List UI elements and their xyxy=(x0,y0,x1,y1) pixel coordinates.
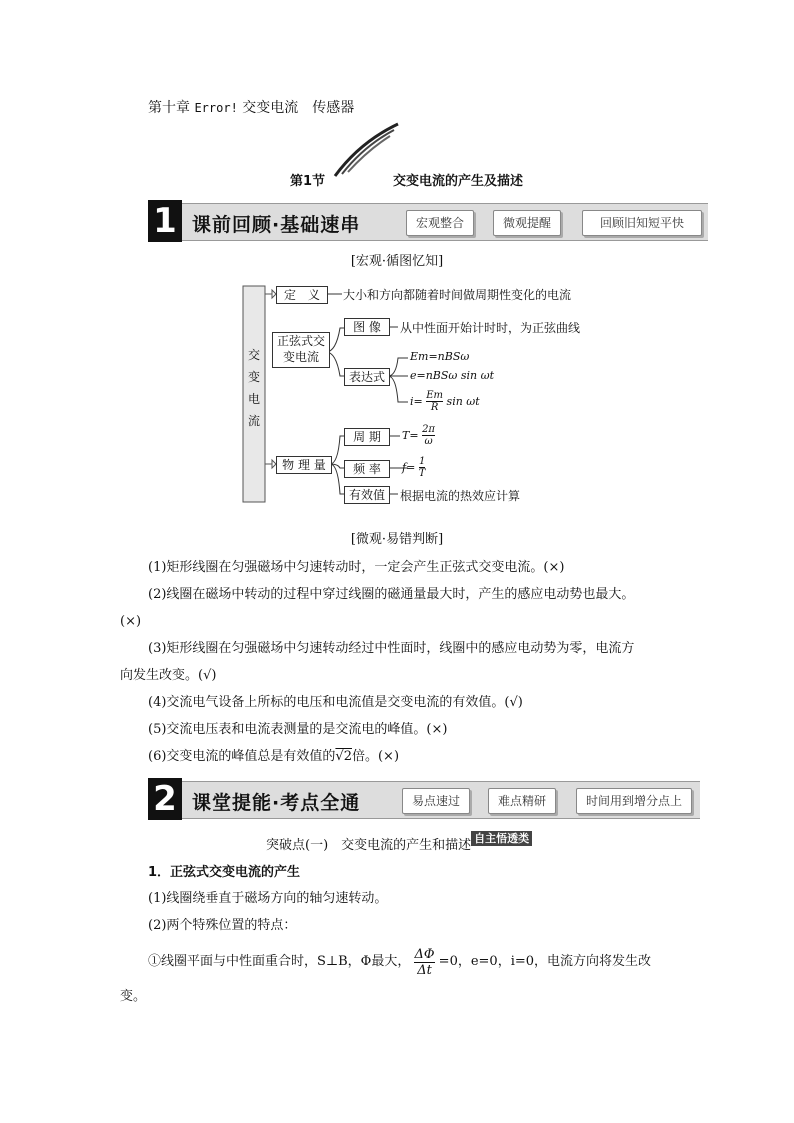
judgment-1: (1)矩形线圈在匀强磁场中匀速转动时，一定会产生正弦式交变电流。(×) xyxy=(148,560,565,575)
breakthrough-heading xyxy=(266,834,532,853)
effective-value-box: 有效值 xyxy=(344,486,390,504)
formula-i-right: sin ωt xyxy=(446,395,480,408)
frequency-left: f= xyxy=(402,461,416,474)
image-text: 从中性面开始计时时，为正弦曲线 xyxy=(400,321,581,335)
period-numerator: 2π xyxy=(422,424,435,435)
banner-review xyxy=(148,203,708,241)
point-4-right: =0，e=0，i=0，电流方向将发生改 xyxy=(438,954,652,969)
judgment-6-right: 倍。(×) xyxy=(351,749,400,764)
point-4 xyxy=(148,944,651,981)
period-box: 周 期 xyxy=(344,428,390,446)
formula-em: Em=nBSω xyxy=(410,350,470,363)
breakthrough-title: 突破点(一) 交变电流的产生和描述 xyxy=(266,838,472,853)
judgment-5: (5)交流电压表和电流表测量的是交流电的峰值。(×) xyxy=(148,722,448,737)
definition-box: 定 义 xyxy=(276,286,328,304)
effective-value-text: 根据电流的热效应计算 xyxy=(400,489,521,503)
sine-box: 正弦式交变电流 xyxy=(272,332,330,368)
root-label: 交变电流 xyxy=(247,348,260,428)
micro-reminder-button[interactable]: 微观提醒 xyxy=(493,210,561,236)
easy-points-button[interactable]: 易点速过 xyxy=(402,788,470,814)
expression-box: 表达式 xyxy=(344,368,390,386)
formula-i-numerator: Em xyxy=(426,390,444,401)
point-1: 1．正弦式交变电流的产生 xyxy=(148,865,301,880)
banner-heading: 课堂提能·考点全通 xyxy=(192,792,361,814)
review-old-knowledge-button[interactable]: 回顾旧知短平快 xyxy=(582,210,702,236)
formula-e: e=nBSω sin ωt xyxy=(410,369,495,382)
image-box: 图 像 xyxy=(344,318,390,336)
formula-i xyxy=(410,390,480,413)
formula-i-left: i= xyxy=(410,395,423,408)
section-title: 交变电流的产生及描述 xyxy=(393,174,524,189)
judgment-6-left: (6)交变电流的峰值总是有效值的 xyxy=(148,749,336,764)
frequency-box: 频 率 xyxy=(344,460,390,478)
banner-classroom xyxy=(148,781,700,819)
judgment-4: (4)交流电气设备上所标的电压和电流值是交变电流的有效值。(√) xyxy=(148,695,523,710)
concept-diagram xyxy=(240,284,600,506)
frequency-denominator: T xyxy=(418,468,426,479)
point-2: (1)线圈绕垂直于磁场方向的轴匀速转动。 xyxy=(148,891,388,906)
period-left: T= xyxy=(402,429,419,442)
judgment-2: (2)线圈在磁场中转动的过程中穿过线圈的磁通量最大时，产生的感应电动势也最大。 xyxy=(148,587,635,602)
formula-frequency xyxy=(402,456,425,479)
chapter-prefix: 第十章 xyxy=(148,100,190,116)
point-4-left: ①线圈平面与中性面重合时，S⊥B，Φ最大， xyxy=(148,954,411,969)
judgment-6 xyxy=(148,746,399,768)
macro-label: [宏观·循图忆知] xyxy=(350,254,444,269)
swoosh-decoration xyxy=(330,122,400,178)
judgment-3: (3)矩形线圈在匀强磁场中匀速转动经过中性面时，线圈中的感应电动势为零，电流方 xyxy=(148,641,635,656)
banner-number: 2 xyxy=(148,778,182,820)
banner-heading: 课前回顾·基础速串 xyxy=(192,214,361,236)
frequency-numerator: 1 xyxy=(418,456,426,467)
physical-quantity-box: 物 理 量 xyxy=(276,456,332,474)
delta-t: Δt xyxy=(417,962,432,978)
section-number: 第1节 xyxy=(290,174,326,189)
formula-i-denominator: R xyxy=(430,402,439,413)
micro-label: [微观·易错判断] xyxy=(350,532,444,547)
score-points-button[interactable]: 时间用到增分点上 xyxy=(576,788,692,814)
macro-integration-button[interactable]: 宏观整合 xyxy=(406,210,474,236)
chapter-error: Error! xyxy=(194,101,238,115)
sqrt-two: √2 xyxy=(335,749,352,764)
judgment-3-cont: 向发生改变。(√) xyxy=(120,668,217,683)
hard-points-button[interactable]: 难点精研 xyxy=(488,788,556,814)
period-denominator: ω xyxy=(424,436,433,447)
point-3: (2)两个特殊位置的特点： xyxy=(148,918,297,933)
chapter-header xyxy=(148,97,354,117)
chapter-title: 交变电流 传感器 xyxy=(242,100,355,116)
judgment-2-cont: (×) xyxy=(120,614,142,629)
point-4-cont: 变。 xyxy=(120,989,147,1004)
delta-phi: ΔΦ xyxy=(414,946,435,962)
banner-number: 1 xyxy=(148,200,182,242)
formula-period xyxy=(402,424,435,447)
definition-text: 大小和方向都随着时间做周期性变化的电流 xyxy=(343,288,572,302)
self-study-tag: 自主悟透类 xyxy=(471,831,532,846)
